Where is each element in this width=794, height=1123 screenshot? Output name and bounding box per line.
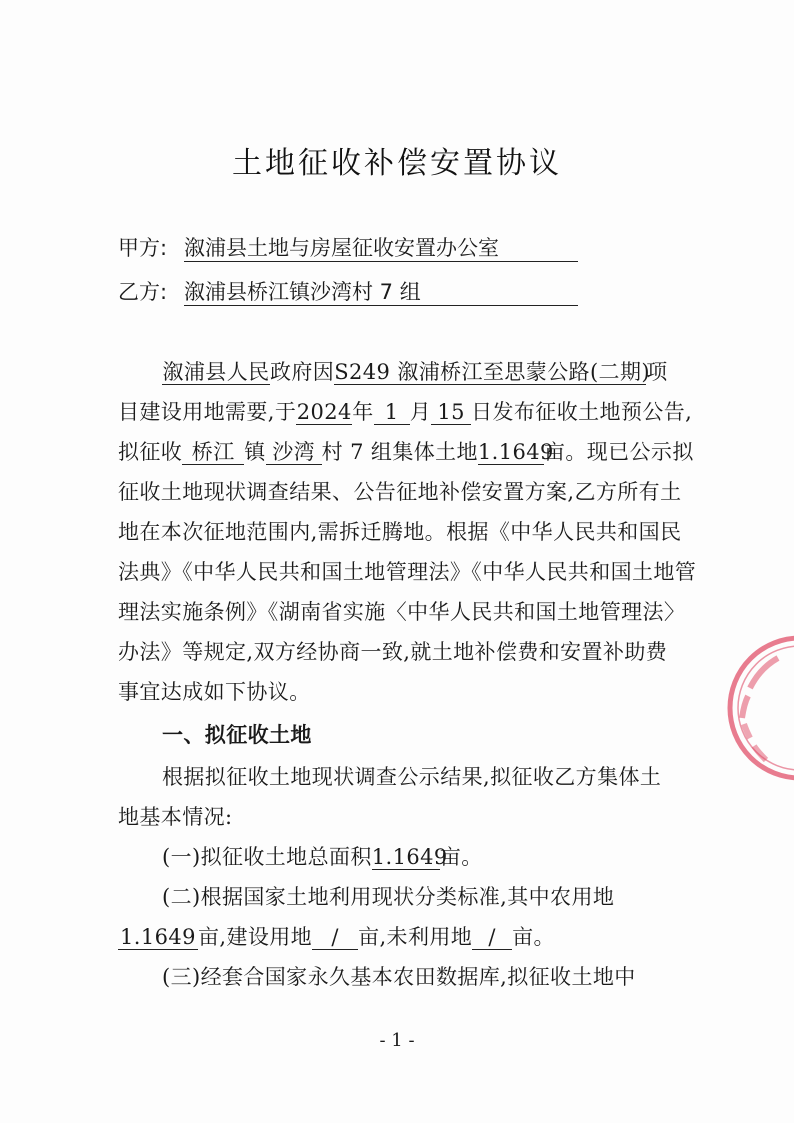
intro-text: 政府因 — [270, 360, 335, 384]
intro-line-3 — [118, 432, 694, 472]
intro-line-5: 地在本次征地范围内,需拆迁腾地。根据《中华人民共和国民 — [118, 520, 682, 544]
party-a-value: 溆浦县土地与房屋征收安置办公室 — [184, 235, 578, 262]
intro-text: 日发布征收土地预公告, — [471, 400, 693, 424]
party-b-value: 溆浦县桥江镇沙湾村 7 组 — [184, 279, 578, 306]
intro-govt: 溆浦县人民 — [162, 360, 270, 384]
intro-text: 月 — [409, 400, 432, 424]
section-1-item-1 — [162, 837, 483, 877]
intro-area: 1.1649 — [477, 440, 554, 464]
party-a — [118, 232, 578, 264]
item-2-unused: / — [472, 925, 512, 950]
intro-village: 沙湾 — [266, 440, 322, 465]
section-1-para-line-1: 根据拟征收土地现状调查公示结果,拟征收乙方集体土 — [162, 765, 662, 789]
item-text: 亩,未利用地 — [358, 925, 473, 949]
intro-text: 年 — [352, 400, 374, 424]
intro-text: 村 7 组集体土地 — [321, 440, 478, 464]
intro-text: 拟征收 — [118, 440, 183, 464]
document-title: 土地征收补偿安置协议 — [232, 146, 562, 181]
intro-text: 镇 — [244, 440, 266, 464]
item-text: 亩。 — [512, 925, 555, 949]
section-1-item-2-line-1: (二)根据国家土地利用现状分类标准,其中农用地 — [162, 885, 615, 909]
red-seal-icon — [720, 628, 794, 788]
intro-line-6: 法典》《中华人民共和国土地管理法》《中华人民共和国土地管 — [118, 560, 697, 584]
section-1-item-3-line-1: (三)经套合国家永久基本农田数据库,拟征收土地中 — [162, 965, 636, 989]
intro-line-4: 征收土地现状调查结果、公告征地补偿安置方案,乙方所有土 — [118, 480, 682, 504]
page-number: - 1 - — [379, 1030, 415, 1051]
intro-line-7: 理法实施条例》《湖南省实施〈中华人民共和国土地管理法〉 — [118, 600, 686, 624]
section-1-para-line-2: 地基本情况: — [118, 805, 233, 829]
item-1-area: 1.1649 — [371, 845, 448, 869]
intro-day: 15 — [431, 400, 471, 425]
intro-line-9: 事宜达成如下协议。 — [118, 680, 311, 704]
item-text: 亩。 — [439, 845, 483, 869]
item-text: 亩,建设用地 — [198, 925, 313, 949]
section-1-heading: 一、拟征收土地 — [162, 723, 312, 747]
party-b-label: 乙方: — [118, 280, 168, 304]
intro-text: 目建设用地需要,于 — [118, 400, 297, 424]
item-2-farmland: 1.1649 — [118, 925, 198, 950]
intro-project: S249 溆浦桥江至思蒙公路(二期) — [334, 360, 650, 384]
item-2-construction: / — [312, 925, 358, 950]
intro-text: 亩。现已公示拟 — [543, 440, 694, 464]
intro-line-1 — [162, 352, 668, 392]
party-a-label: 甲方: — [118, 236, 168, 260]
section-1-item-2-line-2 — [118, 917, 555, 957]
intro-line-8: 办法》等规定,双方经协商一致,就土地补偿费和安置补助费 — [118, 640, 668, 664]
item-text: (一)拟征收土地总面积 — [162, 845, 372, 869]
intro-year: 2024 — [296, 400, 352, 424]
intro-town: 桥江 — [182, 440, 244, 465]
intro-month: 1 — [374, 400, 410, 425]
intro-text: 项 — [646, 360, 668, 384]
party-b — [118, 276, 578, 308]
intro-line-2 — [118, 392, 692, 432]
